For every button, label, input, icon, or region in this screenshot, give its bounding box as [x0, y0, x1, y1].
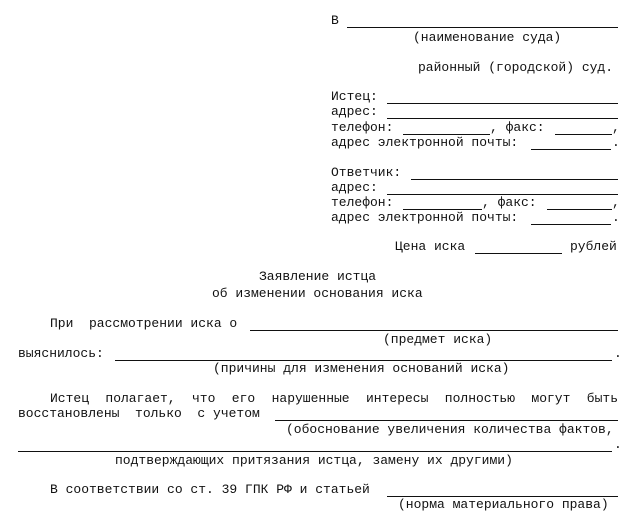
- plaintiff-phone-label: телефон:: [331, 120, 394, 135]
- defendant-phone-field[interactable]: [403, 197, 482, 210]
- claim-price-field[interactable]: [475, 241, 562, 254]
- p3-hint: (норма материального права): [398, 497, 609, 512]
- court-name-field[interactable]: [347, 15, 618, 28]
- plaintiff-phone-field[interactable]: [403, 122, 490, 135]
- plaintiff-fax-label: , факс:: [490, 120, 545, 135]
- p2-hint2: подтверждающих притязания истца, замену их другими): [115, 453, 513, 468]
- p1-start: При рассмотрении иска о: [50, 316, 238, 331]
- document-title-line1: Заявление истца: [259, 269, 377, 284]
- p2-line1: Истец полагает, что его нарушенные интересы полностью могут быть: [50, 391, 618, 406]
- defendant-email-field[interactable]: [531, 212, 611, 225]
- p3-start: В соответствии со ст. 39 ГПК РФ и статьей: [50, 482, 370, 497]
- p1-hint2: (причины для изменения оснований иска): [213, 361, 510, 376]
- plaintiff-email-field[interactable]: [531, 137, 611, 150]
- plaintiff-field[interactable]: [387, 91, 618, 104]
- currency-label: рублей: [570, 239, 617, 254]
- plaintiff-label: Истец:: [331, 89, 378, 104]
- p2-line2: восстановлены только с учетом: [18, 406, 260, 421]
- period: .: [614, 437, 622, 452]
- plaintiff-fax-field[interactable]: [555, 122, 612, 135]
- period: .: [612, 210, 620, 225]
- plaintiff-address-field[interactable]: [387, 106, 618, 119]
- defendant-label: Ответчик:: [331, 165, 402, 180]
- comma: ,: [612, 195, 620, 210]
- defendant-address-field[interactable]: [387, 182, 618, 195]
- defendant-address-label: адрес:: [331, 180, 378, 195]
- p1-found: выяснилось:: [18, 346, 104, 361]
- plaintiff-address-label: адрес:: [331, 104, 378, 119]
- period: .: [612, 135, 620, 150]
- reasons-field[interactable]: [115, 348, 612, 361]
- plaintiff-email-label: адрес электронной почты:: [331, 135, 519, 150]
- defendant-fax-field[interactable]: [547, 197, 612, 210]
- defendant-email-label: адрес электронной почты:: [331, 210, 519, 225]
- legal-norm-field[interactable]: [387, 484, 618, 497]
- justification-field[interactable]: [275, 408, 618, 421]
- court-hint: (наименование суда): [413, 30, 562, 45]
- justification-field-continued[interactable]: [18, 439, 612, 452]
- claim-subject-field[interactable]: [250, 318, 618, 331]
- period: .: [614, 346, 622, 361]
- document-title-line2: об изменении основания иска: [212, 286, 423, 301]
- p2-hint1: (обоснование увеличения количества фактов,: [286, 422, 614, 437]
- to-prefix: В: [331, 13, 339, 28]
- comma: ,: [612, 120, 620, 135]
- defendant-field[interactable]: [411, 167, 618, 180]
- defendant-fax-label: , факс:: [482, 195, 537, 210]
- p1-hint: (предмет иска): [383, 332, 493, 347]
- court-suffix: районный (городской) суд.: [418, 60, 614, 75]
- claim-price-label: Цена иска: [395, 239, 466, 254]
- defendant-phone-label: телефон:: [331, 195, 394, 210]
